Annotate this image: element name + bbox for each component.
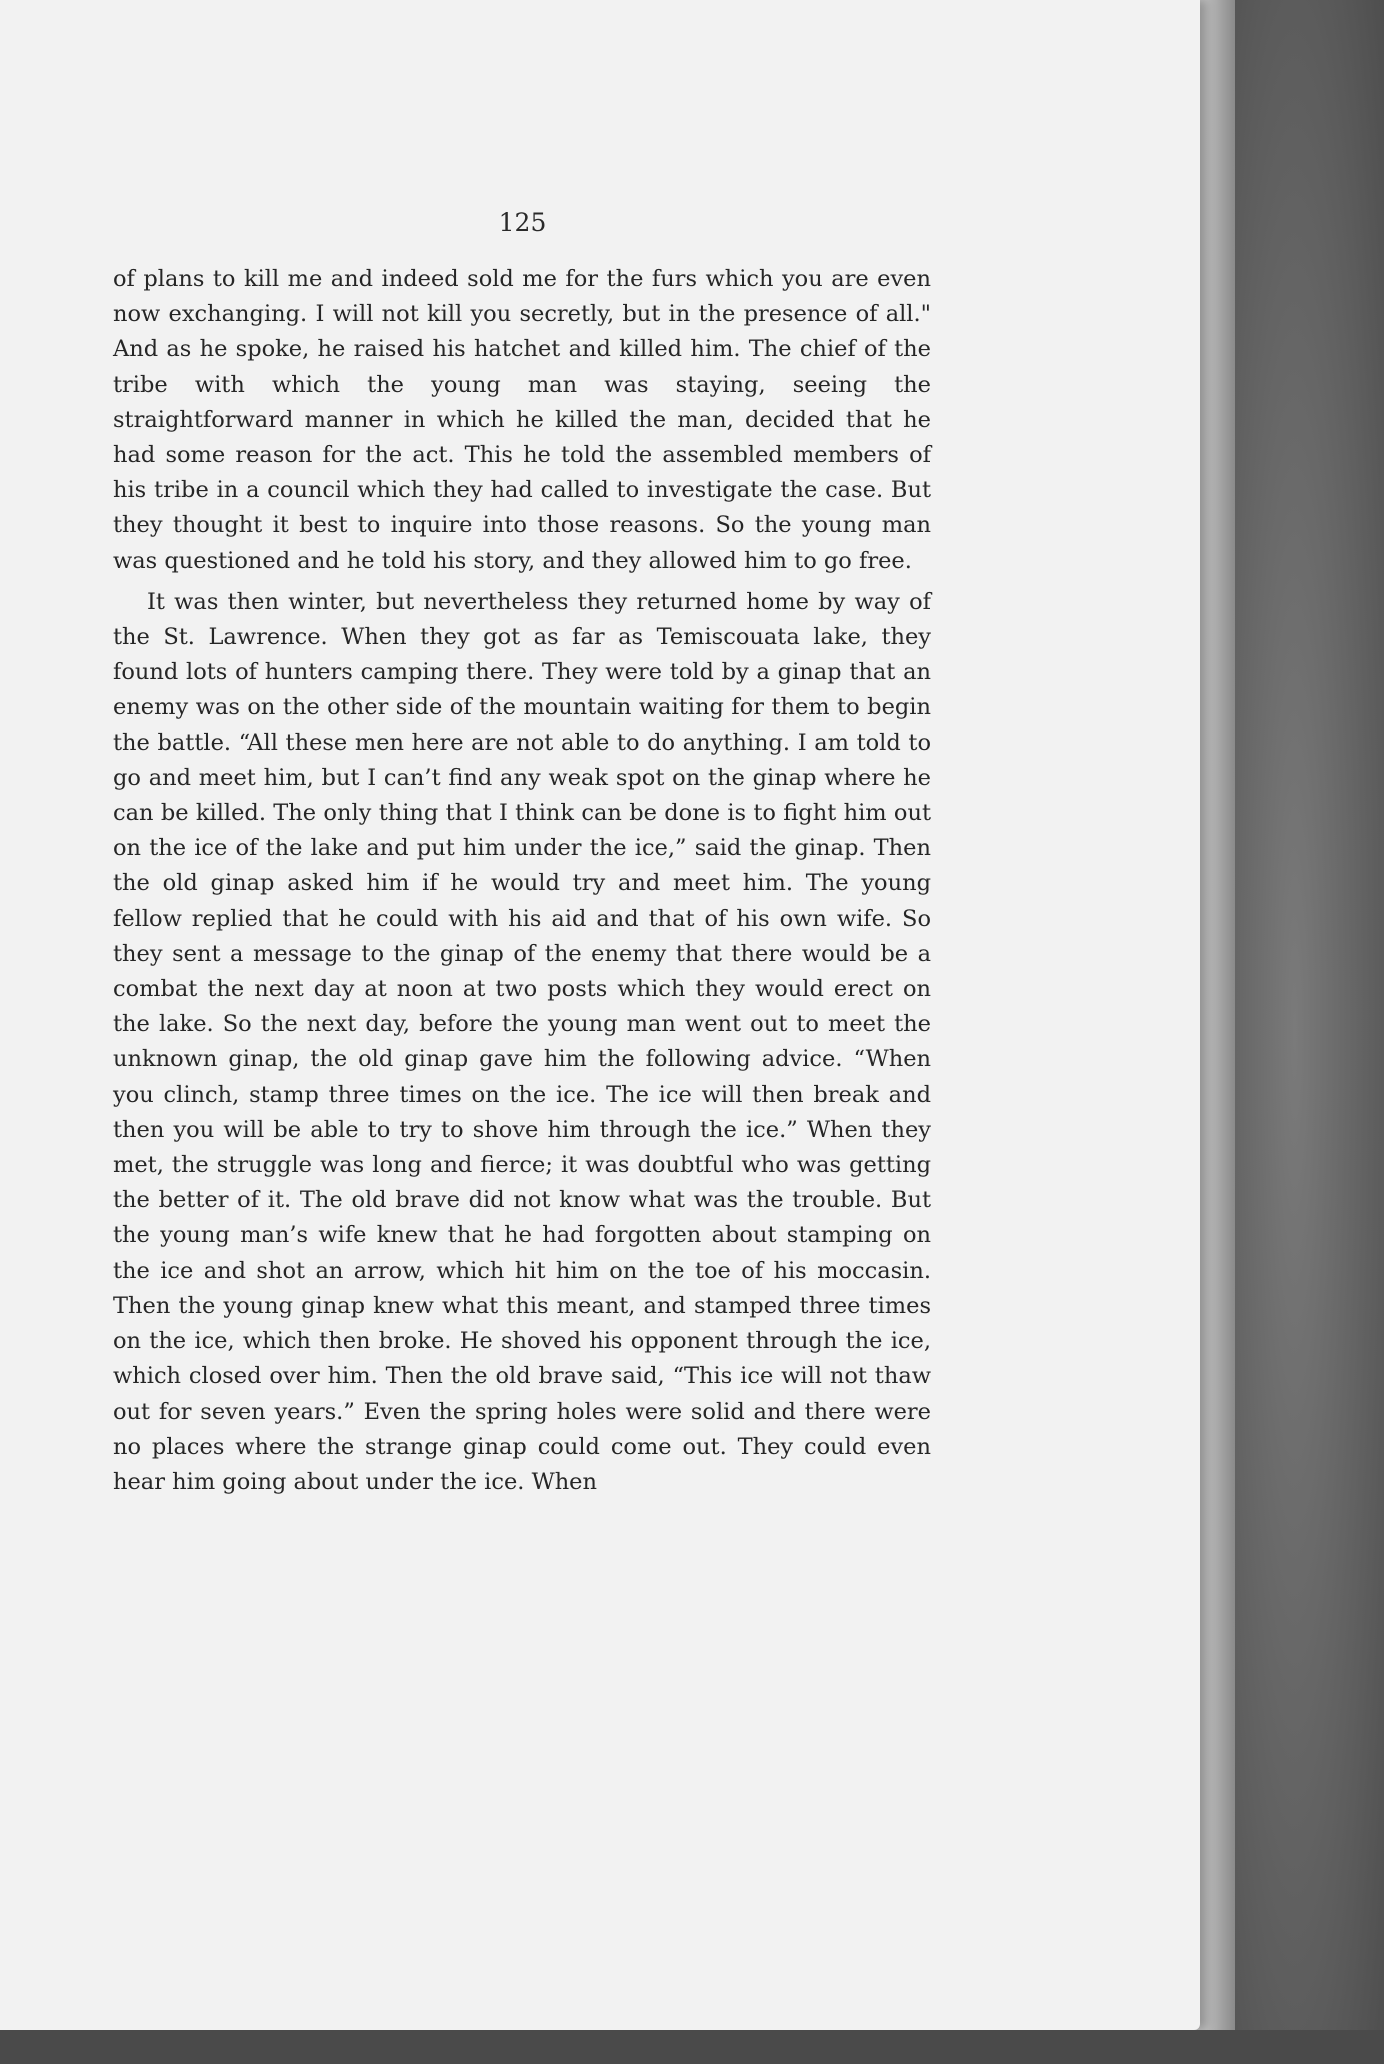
paragraph-1: of plans to kill me and indeed sold me for the furs which you are even now exchanging. I will not kill you secretly, but in the presence of all." And as he spoke, he raised his hatchet and killed him. The chief of the tribe with which the young man was staying, seeing the straightforward manner in which he killed the man, decided that he had some reason for the act. This he told the assembled members of his tribe in a council which they had called to investigate the case. But they thought it best to inquire into those reasons. So the young man was questioned and he told his story, and they allowed him to go free. [113, 266, 931, 574]
bottom-margin [0, 2030, 1384, 2064]
body-text [113, 262, 931, 1506]
background-shadow [1235, 0, 1384, 2064]
paragraph-2: It was then winter, but nevertheless they returned home by way of the St. Lawrence. When they got as far as Temiscouata lake, they found lots of hunters camping there. They were told by a ginap that an enemy was on the other side of the mountain waiting for them to begin the battle. “All these men here are not able to do anything. I am told to go and meet him, but I can’t find any weak spot on the ginap where he can be killed. The only thing that I think can be done is to fight him out on the ice of the lake and put him under the ice,” said the ginap. Then the old ginap asked him if he would try and meet him. The young fellow replied that he could with his aid and that of his own wife. So they sent a message to the ginap of the enemy that there would be a combat the next day at noon at two posts which they would erect on the lake. So the next day, before the young man went out to meet the unknown ginap, the old ginap gave him the following advice. “When you clinch, stamp three times on the ice. The ice will then break and then you will be able to try to shove him through the ice.” When they met, the struggle was long and fierce; it was doubtful who was getting the better of it. The old brave did not know what was the trouble. But the young man’s wife knew that he had forgotten about stamping on the ice and shot an arrow, which hit him on the toe of his moccasin. Then the young ginap knew what this meant, and stamped three times on the ice, which then broke. He shoved his opponent through the ice, which closed over him. Then the old brave said, “This ice will not thaw out for seven years.” Even the spring holes were solid and there were no places where the strange ginap could come out. They could even hear him going about under the ice. When [113, 588, 931, 1495]
page-number: 125 [498, 208, 547, 237]
